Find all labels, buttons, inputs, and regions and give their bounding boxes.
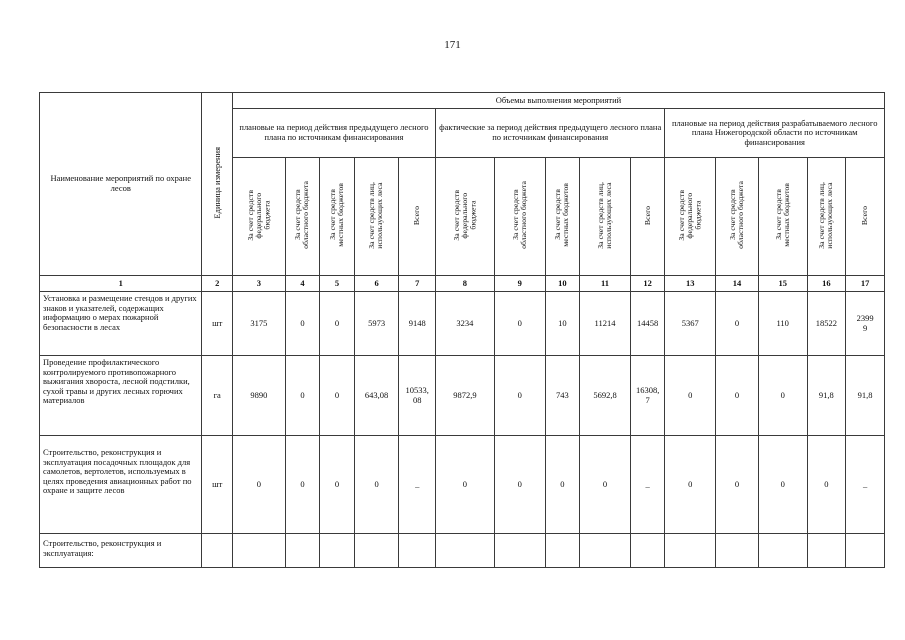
value-cell: _ <box>846 436 885 534</box>
unit-cell: шт <box>202 436 232 534</box>
value-cell: 0 <box>545 436 580 534</box>
subheader-local: За счет средств местных бюджетов <box>758 158 807 276</box>
value-cell <box>665 534 716 568</box>
column-number: 6 <box>354 276 399 292</box>
value-cell: 0 <box>758 436 807 534</box>
value-cell <box>630 534 665 568</box>
value-cell: 9148 <box>399 292 436 356</box>
value-cell: 0 <box>435 436 494 534</box>
subheader-local: За счет средств местных бюджетов <box>545 158 580 276</box>
value-cell: 9890 <box>232 356 285 436</box>
value-cell: 0 <box>716 356 759 436</box>
header-name-column: Наименование мероприятий по охране лесов <box>40 93 202 276</box>
fire-protection-measures-table <box>39 92 885 568</box>
value-cell: 10533, 08 <box>399 356 436 436</box>
value-cell: _ <box>630 436 665 534</box>
value-cell: 0 <box>232 436 285 534</box>
value-cell: 0 <box>354 436 399 534</box>
value-cell <box>494 534 545 568</box>
value-cell: 0 <box>320 292 355 356</box>
subheader-federal: За счет средств федерального бюджета <box>435 158 494 276</box>
header-unit-column <box>202 93 232 276</box>
value-cell: _ <box>399 436 436 534</box>
value-cell: 9872,9 <box>435 356 494 436</box>
value-cell: 18522 <box>807 292 846 356</box>
subheader-forest-users: За счет средств лиц, использующих леса <box>807 158 846 276</box>
value-cell: 0 <box>320 356 355 436</box>
value-cell <box>354 534 399 568</box>
column-number: 2 <box>202 276 232 292</box>
value-cell: 3175 <box>232 292 285 356</box>
value-cell <box>580 534 631 568</box>
value-cell: 10 <box>545 292 580 356</box>
value-cell: 11214 <box>580 292 631 356</box>
column-number: 1 <box>40 276 202 292</box>
value-cell <box>716 534 759 568</box>
subheader-regional: За счет средств областного бюджета <box>716 158 759 276</box>
subheader-regional: За счет средств областного бюджета <box>285 158 320 276</box>
unit-cell: га <box>202 356 232 436</box>
value-cell: 0 <box>665 436 716 534</box>
table-row <box>40 292 885 356</box>
column-number: 13 <box>665 276 716 292</box>
value-cell: 643,08 <box>354 356 399 436</box>
value-cell: 0 <box>580 436 631 534</box>
value-cell: 0 <box>494 292 545 356</box>
header-group-actual-previous: фактические за период действия предыдущего лесного плана по источникам финансирования <box>435 109 664 158</box>
subheader-forest-users: За счет средств лиц, использующих леса <box>354 158 399 276</box>
column-number: 17 <box>846 276 885 292</box>
value-cell: 16308, 7 <box>630 356 665 436</box>
value-cell <box>320 534 355 568</box>
value-cell: 5973 <box>354 292 399 356</box>
value-cell: 0 <box>494 356 545 436</box>
value-cell <box>435 534 494 568</box>
measure-name: Строительство, реконструкция и эксплуатация: <box>40 534 202 568</box>
value-cell <box>807 534 846 568</box>
subheader-federal: За счет средств федерального бюджета <box>232 158 285 276</box>
value-cell: 14458 <box>630 292 665 356</box>
unit-cell <box>202 534 232 568</box>
measure-name: Строительство, реконструкция и эксплуатация посадочных площадок для самолетов, вертолетов, используемых в целях проведения авиационных работ по охране и защите лесов <box>40 436 202 534</box>
column-number: 4 <box>285 276 320 292</box>
subheader-federal: За счет средств федерального бюджета <box>665 158 716 276</box>
column-number: 9 <box>494 276 545 292</box>
column-number: 15 <box>758 276 807 292</box>
column-number: 11 <box>580 276 631 292</box>
subheader-total: Всего <box>846 158 885 276</box>
header-volumes: Объемы выполнения мероприятий <box>232 93 884 109</box>
value-cell: 743 <box>545 356 580 436</box>
value-cell: 0 <box>807 436 846 534</box>
value-cell: 0 <box>716 436 759 534</box>
value-cell: 3234 <box>435 292 494 356</box>
value-cell: 0 <box>320 436 355 534</box>
table-row <box>40 534 885 568</box>
value-cell: 5692,8 <box>580 356 631 436</box>
column-number: 14 <box>716 276 759 292</box>
table-row <box>40 436 885 534</box>
value-cell <box>399 534 436 568</box>
subheader-local: За счет средств местных бюджетов <box>320 158 355 276</box>
value-cell: 0 <box>494 436 545 534</box>
value-cell: 0 <box>285 436 320 534</box>
value-cell <box>846 534 885 568</box>
value-cell <box>285 534 320 568</box>
header-group-planned-current: плановые на период действия разрабатываемого лесного плана Нижегородской области по источникам финансирования <box>665 109 885 158</box>
measure-name: Установка и размещение стендов и других знаков и указателей, содержащих информацию о мерах пожарной безопасности в лесах <box>40 292 202 356</box>
value-cell <box>232 534 285 568</box>
value-cell: 0 <box>758 356 807 436</box>
subheader-forest-users: За счет средств лиц, использующих леса <box>580 158 631 276</box>
value-cell: 5367 <box>665 292 716 356</box>
header-group-planned-previous: плановые на период действия предыдущего лесного плана по источникам финансирования <box>232 109 435 158</box>
value-cell: 0 <box>716 292 759 356</box>
subheader-regional: За счет средств областного бюджета <box>494 158 545 276</box>
value-cell: 0 <box>285 356 320 436</box>
value-cell: 110 <box>758 292 807 356</box>
column-number: 5 <box>320 276 355 292</box>
subheader-total: Всего <box>399 158 436 276</box>
measure-name: Проведение профилактического контролируемого противопожарного выжигания хвороста, лесной подстилки, сухой травы и других лесных горючих материалов <box>40 356 202 436</box>
column-number: 7 <box>399 276 436 292</box>
table-row <box>40 356 885 436</box>
column-number-row <box>40 276 885 292</box>
column-number: 16 <box>807 276 846 292</box>
header-unit-label: Единица измерения <box>211 146 222 219</box>
value-cell: 0 <box>665 356 716 436</box>
unit-cell: шт <box>202 292 232 356</box>
subheader-total: Всего <box>630 158 665 276</box>
page-number: 171 <box>444 39 461 51</box>
column-number: 12 <box>630 276 665 292</box>
column-number: 3 <box>232 276 285 292</box>
value-cell: 0 <box>285 292 320 356</box>
column-number: 8 <box>435 276 494 292</box>
value-cell: 91,8 <box>807 356 846 436</box>
value-cell: 91,8 <box>846 356 885 436</box>
column-number: 10 <box>545 276 580 292</box>
value-cell: 2399 9 <box>846 292 885 356</box>
value-cell <box>545 534 580 568</box>
value-cell <box>758 534 807 568</box>
